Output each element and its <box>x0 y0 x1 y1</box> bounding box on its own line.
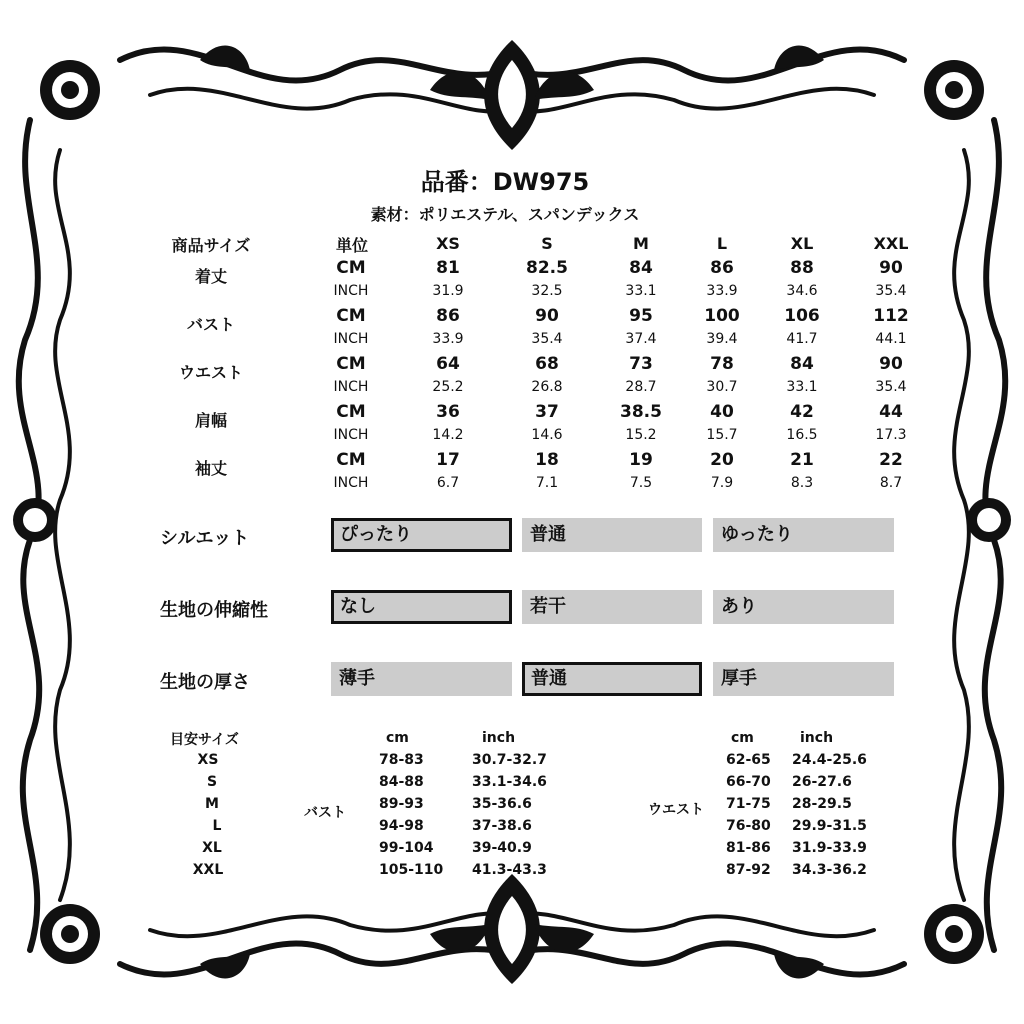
feature-label: 生地の伸縮性 <box>160 600 268 621</box>
size-header-xl: XL <box>790 234 814 253</box>
feature-option-selected: ぴったり <box>331 518 512 552</box>
unit-inch: INCH <box>333 331 369 347</box>
bust-inch-value: 39-40.9 <box>472 840 532 856</box>
inch-value: 32.5 <box>531 283 563 299</box>
waist-inch-header: inch <box>800 730 834 746</box>
inch-value: 17.3 <box>875 427 907 443</box>
inch-value: 28.7 <box>625 379 657 395</box>
bust-cm-value: 94-98 <box>379 818 424 834</box>
cm-value: 40 <box>710 402 734 422</box>
unit-cm: CM <box>336 258 366 278</box>
feature-option: 厚手 <box>713 662 894 696</box>
bust-cm-value: 84-88 <box>379 774 424 790</box>
waist-inch-value: 26-27.6 <box>792 774 852 790</box>
bust-inch-value: 33.1-34.6 <box>472 774 547 790</box>
inch-value: 33.9 <box>432 331 464 347</box>
bust-inch-value: 41.3-43.3 <box>472 862 547 878</box>
inch-value: 14.6 <box>531 427 563 443</box>
size-header-m: M <box>633 234 649 253</box>
guide-size-label: M <box>205 796 219 812</box>
cm-value: 38.5 <box>620 402 662 422</box>
material-line: 素材：ポリエステル、スパンデックス <box>370 205 640 224</box>
waist-inch-value: 24.4-25.6 <box>792 752 867 768</box>
bust-label: バスト <box>304 805 346 821</box>
inch-value: 15.7 <box>706 427 738 443</box>
inch-value: 6.7 <box>436 475 460 491</box>
bust-cm-value: 105-110 <box>379 862 444 878</box>
inch-value: 41.7 <box>786 331 818 347</box>
cm-value: 82.5 <box>526 258 568 278</box>
cm-value: 86 <box>436 306 460 326</box>
waist-inch-value: 34.3-36.2 <box>792 862 867 878</box>
cm-value: 90 <box>535 306 559 326</box>
cm-value: 18 <box>535 450 559 470</box>
waist-label: ウエスト <box>648 802 704 818</box>
inch-value: 7.9 <box>710 475 734 491</box>
inch-value: 7.1 <box>535 475 559 491</box>
size-table-corner-label: 商品サイズ <box>171 236 251 255</box>
inch-value: 25.2 <box>432 379 464 395</box>
cm-value: 19 <box>629 450 653 470</box>
product-code-title: 品番：DW975 <box>420 168 590 196</box>
feature-label: シルエット <box>160 528 250 549</box>
cm-value: 78 <box>710 354 734 374</box>
inch-value: 8.3 <box>790 475 814 491</box>
inch-value: 35.4 <box>875 283 907 299</box>
inch-value: 30.7 <box>706 379 738 395</box>
cm-value: 20 <box>710 450 734 470</box>
unit-inch: INCH <box>333 475 369 491</box>
unit-cm: CM <box>336 402 366 422</box>
unit-cm: CM <box>336 306 366 326</box>
cm-value: 84 <box>790 354 814 374</box>
cm-value: 100 <box>704 306 740 326</box>
cm-value: 90 <box>879 354 903 374</box>
row-label: バスト <box>186 315 236 334</box>
feature-option: あり <box>713 590 894 624</box>
bust-inch-value: 37-38.6 <box>472 818 532 834</box>
waist-cm-value: 81-86 <box>726 840 771 856</box>
feature-option: ゆったり <box>713 518 894 552</box>
unit-inch: INCH <box>333 427 369 443</box>
waist-cm-value: 76-80 <box>726 818 771 834</box>
bust-inch-value: 35-36.6 <box>472 796 532 812</box>
waist-cm-header: cm <box>731 730 754 746</box>
inch-value: 33.1 <box>625 283 657 299</box>
cm-value: 112 <box>873 306 909 326</box>
guide-size-label: L <box>212 818 222 834</box>
cm-value: 84 <box>629 258 653 278</box>
feature-option: 若干 <box>522 590 702 624</box>
cm-value: 86 <box>710 258 734 278</box>
unit-cm: CM <box>336 450 366 470</box>
inch-value: 26.8 <box>531 379 563 395</box>
guide-size-label: XL <box>202 840 222 856</box>
waist-inch-value: 28-29.5 <box>792 796 852 812</box>
cm-value: 90 <box>879 258 903 278</box>
size-header-l: L <box>716 234 728 253</box>
waist-cm-value: 66-70 <box>726 774 771 790</box>
feature-label: 生地の厚さ <box>160 672 250 693</box>
size-header-xxl: XXL <box>873 234 909 253</box>
unit-inch: INCH <box>333 283 369 299</box>
bust-cm-value: 99-104 <box>379 840 434 856</box>
feature-option: 薄手 <box>331 662 512 696</box>
unit-cm: CM <box>336 354 366 374</box>
bust-cm-header: cm <box>386 730 409 746</box>
cm-value: 68 <box>535 354 559 374</box>
bust-inch-header: inch <box>482 730 516 746</box>
feature-option-selected: なし <box>331 590 512 624</box>
inch-value: 33.9 <box>706 283 738 299</box>
waist-cm-value: 71-75 <box>726 796 771 812</box>
cm-value: 21 <box>790 450 814 470</box>
cm-value: 17 <box>436 450 460 470</box>
cm-value: 44 <box>879 402 903 422</box>
bust-inch-value: 30.7-32.7 <box>472 752 547 768</box>
cm-value: 81 <box>436 258 460 278</box>
cm-value: 37 <box>535 402 559 422</box>
cm-value: 106 <box>784 306 820 326</box>
unit-header: 単位 <box>335 236 369 255</box>
inch-value: 16.5 <box>786 427 818 443</box>
guide-size-label: XS <box>197 752 219 768</box>
inch-value: 35.4 <box>531 331 563 347</box>
cm-value: 64 <box>436 354 460 374</box>
row-label: 肩幅 <box>194 411 228 430</box>
inch-value: 37.4 <box>625 331 657 347</box>
waist-cm-value: 62-65 <box>726 752 771 768</box>
cm-value: 22 <box>879 450 903 470</box>
row-label: 袖丈 <box>194 459 228 478</box>
inch-value: 7.5 <box>629 475 653 491</box>
inch-value: 8.7 <box>879 475 903 491</box>
row-label: ウエスト <box>178 363 244 382</box>
cm-value: 73 <box>629 354 653 374</box>
inch-value: 39.4 <box>706 331 738 347</box>
cm-value: 95 <box>629 306 653 326</box>
feature-option-selected: 普通 <box>522 662 702 696</box>
inch-value: 44.1 <box>875 331 907 347</box>
inch-value: 35.4 <box>875 379 907 395</box>
inch-value: 14.2 <box>432 427 464 443</box>
waist-cm-value: 87-92 <box>726 862 771 878</box>
inch-value: 15.2 <box>625 427 657 443</box>
inch-value: 31.9 <box>432 283 464 299</box>
feature-option: 普通 <box>522 518 702 552</box>
guide-size-label: XXL <box>192 862 224 878</box>
row-label: 着丈 <box>194 267 228 286</box>
unit-inch: INCH <box>333 379 369 395</box>
bust-cm-value: 89-93 <box>379 796 424 812</box>
waist-inch-value: 31.9-33.9 <box>792 840 867 856</box>
guide-title: 目安サイズ <box>170 732 239 748</box>
bust-cm-value: 78-83 <box>379 752 424 768</box>
inch-value: 33.1 <box>786 379 818 395</box>
guide-size-label: S <box>206 774 218 790</box>
cm-value: 36 <box>436 402 460 422</box>
size-header-s: S <box>541 234 553 253</box>
size-header-xs: XS <box>436 234 460 253</box>
cm-value: 42 <box>790 402 814 422</box>
inch-value: 34.6 <box>786 283 818 299</box>
cm-value: 88 <box>790 258 814 278</box>
waist-inch-value: 29.9-31.5 <box>792 818 867 834</box>
